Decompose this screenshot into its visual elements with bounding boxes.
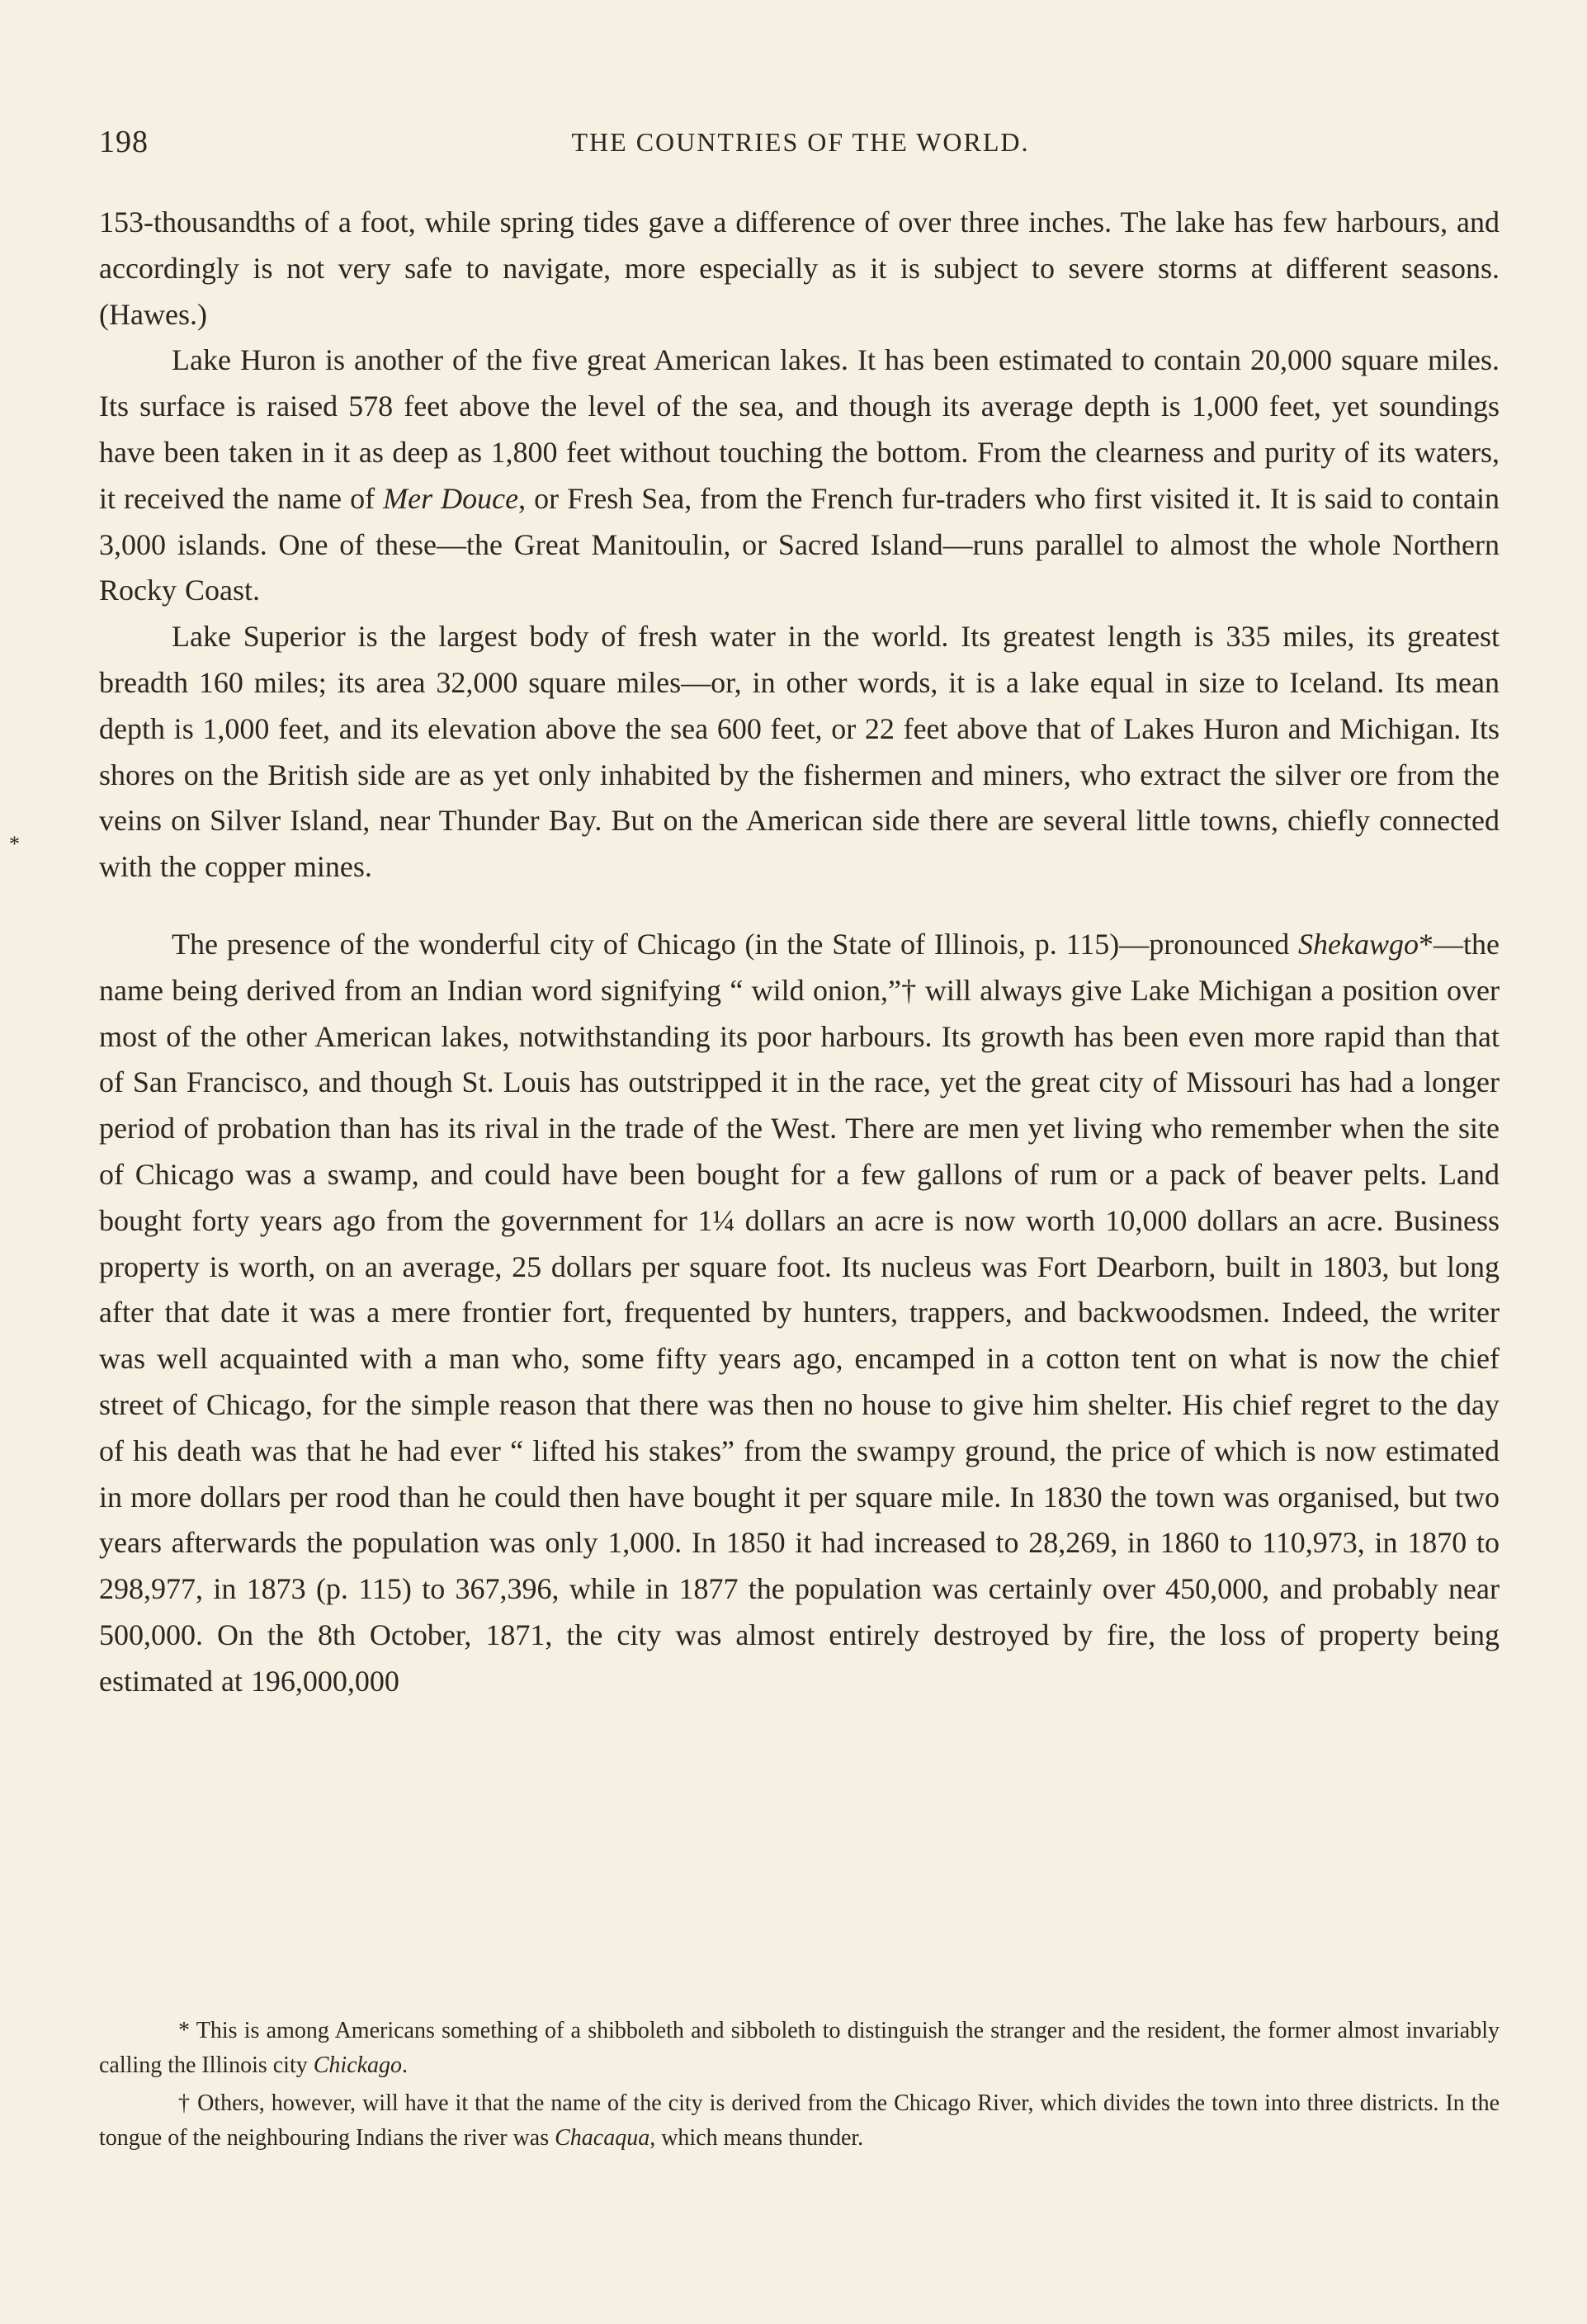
text-run: —the name being derived from an Indian word signifying “ wild onion,” (99, 927, 1500, 1007)
text-run: Others, however, will have it that the name of the city is derived from the Chicago River, which divides the town into three districts. In the tongue of the neighbouring Indians the river was (99, 2090, 1500, 2151)
text-run: The presence of the wonderful city of Chicago (in the State of Illinois, p. 115)—pronounced (172, 927, 1299, 961)
italic-term: Chickago (313, 2052, 403, 2078)
paragraph-lake-superior: Lake Superior is the largest body of fresh water in the world. Its greatest length is 335 miles, its greatest breadth 160 miles; its area 32,000 square miles—or, in other words, it is a lake equal in size to Iceland. Its mean depth is 1,000 feet, and its elevation above the sea 600 feet, or 22 feet above that of Lakes Huron and Michigan. Its shores on the British side are as yet only inhabited by the fishermen and miners, who extract the silver ore from the veins on Silver Island, near Thunder Bay. But on the American side there are several little towns, chiefly connected with the copper mines. (99, 620, 1500, 884)
text-run: Lake Huron is another of the five great American lakes. It has been estimated to contain 20,000 square miles. Its surface is raised 578 feet above the level of the sea, and though its average depth is 1,000 feet, yet soundings have been taken in it as deep as 1,800 feet without touching the bottom. From the clearness and purity of its waters, it received the name of (99, 343, 1500, 515)
margin-asterisk: * (9, 832, 20, 856)
italic-term: Chacaqua (555, 2125, 650, 2151)
footnote-marker: * (178, 2018, 190, 2043)
footnote-marker: † (178, 2090, 191, 2116)
footnote-ref: * (1419, 927, 1434, 961)
paragraph-lake-huron (99, 338, 1500, 614)
body-text (99, 200, 1500, 1705)
paragraph-lake-michigan-end: 153-thousandths of a foot, while spring tides gave a difference of over three inches. The lake has few harbours, and accordingly is not very safe to navigate, more especially as it is subject to severe storms at different seasons. (Hawes.) (99, 205, 1500, 331)
footnote-1 (99, 2014, 1500, 2083)
paragraph-chicago (99, 922, 1500, 1705)
footnote-ref: † (900, 973, 917, 1007)
page-number: 198 (99, 125, 149, 159)
running-title: THE COUNTRIES OF THE WORLD. (571, 127, 1030, 157)
text-run: will always give Lake Michigan a position over most of the other American lakes, notwithstanding its poor harbours. Its growth has been even more rapid than that of San Francisco, and though St. Louis has outstripped it in the race, yet the great city of Missouri has had a longer period of probation than has its rival in the trade of the West. There are men yet living who remember when the site of Chicago was a swamp, and could have been bought for a few gallons of rum or a pack of beaver pelts. Land bought forty years ago from the government for 1¼ dollars an acre is now worth 10,000 dollars an acre. Business property is worth, on an average, 25 dollars per square foot. Its nucleus was Fort Dearborn, built in 1803, but long after that date it was a mere frontier fort, frequented by hunters, trappers, and backwoodsmen. Indeed, the writer was well acquainted with a man who, some fifty years ago, encamped in a cotton tent on what is now the chief street of Chicago, for the simple reason that there was then no house to give him shelter. His chief regret to the day of his death was that he had ever “ lifted his stakes” from the swampy ground, the price of which is now estimated in more dollars per rood than he could then have bought it per square mile. In 1830 the town was organised, but two years afterwards the population was only 1,000. In 1850 it had increased to 28,269, in 1860 to 110,973, in 1870 to 298,977, in 1873 (p. 115) to 367,396, while in 1877 the population was certainly over 450,000, and probably near 500,000. On the 8th October, 1871, the city was almost entirely destroyed by fire, the loss of property being estimated at 196,000,000 (99, 973, 1500, 1698)
italic-term: Mer Douce (383, 481, 519, 515)
footnotes (99, 2014, 1500, 2159)
page-header (99, 124, 1502, 165)
text-run: This is among Americans something of a shibboleth and sibboleth to distinguish the stranger and the resident, the former almost invariably calling the Illinois city (99, 2018, 1500, 2078)
text-run: , or Fresh Sea, from the French fur-traders who first visited it. It is said to contain 3,000 islands. One of these—the Great Manitoulin, or Sacred Island—runs parallel to almost the whole Northern Rocky Coast. (99, 481, 1500, 607)
italic-term: Shekawgo (1298, 927, 1419, 961)
text-run: . (402, 2052, 409, 2078)
text-run: , which means thunder. (649, 2125, 864, 2151)
footnote-2 (99, 2086, 1500, 2156)
